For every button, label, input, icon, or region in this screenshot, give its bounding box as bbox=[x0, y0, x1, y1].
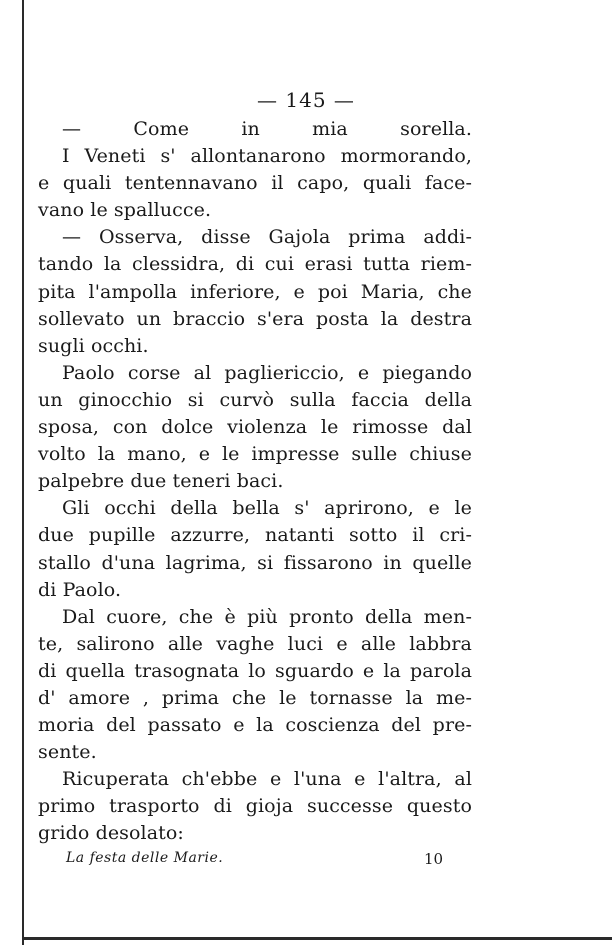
text-line: sente. bbox=[38, 741, 97, 764]
text-line: sugli occhi. bbox=[38, 334, 149, 357]
text-line: vano le spallucce. bbox=[38, 199, 212, 222]
page-bottom-edge-rule bbox=[22, 937, 612, 940]
text-line: Gli occhi della bella s' aprirono, e le bbox=[62, 497, 472, 520]
text-line: sollevato un braccio s'era posta la destra bbox=[38, 307, 472, 330]
text-line: primo trasporto di gioja successe questo bbox=[38, 795, 472, 818]
text-line: grido desolato: bbox=[38, 822, 184, 845]
text-line: sposa, con dolce violenza le rimosse dal bbox=[38, 416, 472, 439]
page-number: — 145 — bbox=[257, 88, 355, 112]
text-line: un ginocchio si curvò sulla faccia della bbox=[38, 388, 472, 411]
text-line: d' amore , prima che le tornasse la me- bbox=[38, 686, 472, 709]
text-line: Paolo corse al pagliericcio, e piegando bbox=[62, 361, 472, 384]
text-line: I Veneti s' allontanarono mormorando, bbox=[62, 145, 472, 168]
footer-signature-number: 10 bbox=[424, 850, 444, 868]
text-line: di quella trasognata lo sguardo e la parola bbox=[38, 659, 472, 682]
text-line: Dal cuore, che è più pronto della men- bbox=[62, 605, 472, 628]
text-line: — Osserva, disse Gajola prima addi- bbox=[62, 226, 472, 249]
text-line: stallo d'una lagrima, si fissarono in quelle bbox=[38, 551, 472, 574]
page-left-edge-rule bbox=[22, 0, 24, 945]
body-text bbox=[38, 116, 472, 848]
text-line: volto la mano, e le impresse sulle chiuse bbox=[38, 443, 472, 466]
text-line: — Come in mia sorella. bbox=[62, 118, 472, 140]
footer-signature-title: La festa delle Marie. bbox=[66, 850, 224, 866]
text-line: due pupille azzurre, natanti sotto il cri- bbox=[38, 524, 472, 547]
text-line: pita l'ampolla inferiore, e poi Maria, che bbox=[38, 280, 472, 303]
text-line: tando la clessidra, di cui erasi tutta riem- bbox=[38, 253, 472, 276]
text-line: palpebre due teneri baci. bbox=[38, 470, 284, 493]
text-line: di Paolo. bbox=[38, 578, 122, 601]
text-line: te, salirono alle vaghe luci e alle labbra bbox=[38, 632, 472, 655]
text-line: Ricuperata ch'ebbe e l'una e l'altra, al bbox=[62, 768, 472, 791]
text-line: e quali tentennavano il capo, quali face- bbox=[38, 172, 472, 195]
text-line: moria del passato e la coscienza del pre- bbox=[38, 714, 472, 737]
